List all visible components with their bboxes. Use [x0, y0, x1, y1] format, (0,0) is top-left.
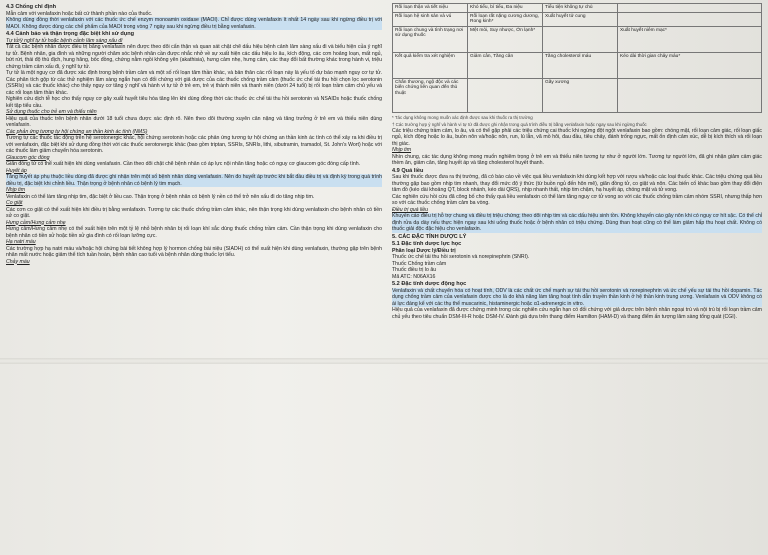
pharmacology-line: Thuốc điều trị lo âu	[392, 267, 437, 274]
table-cell: Xuất huyết tử cung	[543, 12, 618, 26]
table-cell: Mệt mỏi, Suy nhược, Ớn lạnh*	[468, 26, 543, 52]
subheading-overdose-treatment: Điều trị quá liều	[392, 206, 429, 213]
table-cell	[618, 12, 762, 26]
section-5-1-title: 5.1 Đặc tính dược lực học	[392, 241, 462, 248]
paragraph: Các triệu chứng trầm cảm, lo âu, và có thể gặp phải các triệu chứng cai thuốc khi ngừng đột ngột venlafaxin bao gồm: chóng mặt, rối loạn cảm giác, rối loạn giấc ngủ, kích động hoặc lo âu, buồn nôn và/hoặc nôn, run, lú lẫn, vã mồ hôi, đau đầu, tiêu chảy, đánh trống ngực, mất ổn định cảm xúc, dễ bị kích thích và rối loạn thị giác.	[392, 127, 762, 147]
paragraph: Tương tự các thuốc tác động trên hệ serotonergic khác, hội chứng serotonin hoặc các phản ứng tương tự hội chứng an thần kinh ác tính có thể xảy ra khi điều trị với venlafaxin, đặc biệt khi sử dụng đồng thời với các thuốc serotonergic khác (bao gồm triptan, SSRIs, SNRIs, lithi, sibutramin, tramadol, St. John's Wort) hoặc với các thuốc làm giảm chuyển hóa serotonin.	[6, 135, 382, 154]
subheading-children: Sử dụng thuốc cho trẻ em và thiếu niên	[6, 109, 97, 115]
table-cell: Chấn thương, ngộ độc và các biến chứng liên quan đến thủ thuật	[393, 78, 468, 112]
contraindication-item: Không dùng đồng thời venlafaxin với các thuốc ức chế enzym monoamin oxidase (MAOI). Chỉ được dùng venlafaxin ít nhất 14 ngày sau khi ngừng điều trị với MAOI. Không được dùng các chế phẩm của MAOI trong vòng 7 ngày sau khi ngừng điều trị bằng venlafaxin.	[6, 17, 382, 30]
pharmacology-label: Phân loại Dược lý/Điều trị	[392, 247, 456, 254]
table-cell: Kéo dài thời gian chảy máu*	[618, 52, 762, 78]
table-cell: Tiểu tiện không tự chủ	[543, 4, 618, 13]
paragraph: Tăng huyết áp phụ thuộc liều dùng đã được ghi nhận trên một số bệnh nhân dùng venlafaxin. Nên đo huyết áp trước khi bắt đầu điều trị và định kỳ trong quá trình điều trị, đặc biệt khi chỉnh liều. Thận trọng ở bệnh nhân có bệnh lý tim mạch.	[6, 174, 382, 187]
table-cell: Xuất huyết niêm mạc*	[618, 26, 762, 52]
table-cell	[618, 4, 762, 13]
paragraph: Nhìn chung, các tác dụng không mong muốn nghiêm trọng ở trẻ em và thiếu niên tương tự như ở người lớn. Tương tự người lớn, đã ghi nhận giảm cảm giác thèm ăn, giảm cân, tăng huyết áp và tăng cholesterol huyết thanh.	[392, 153, 762, 167]
table-cell: Giảm cân, Tăng cân	[468, 52, 543, 78]
table-cell: Rối loạn thận và tiết niệu	[393, 4, 468, 13]
contraindication-item: Mẫn cảm với venlafaxin hoặc bất cứ thành phần nào của thuốc.	[6, 10, 153, 17]
paragraph: Giãn đồng tử có thể xuất hiện khi dùng venlafaxin. Cần theo dõi chặt chẽ bệnh nhân có áp lực nội nhãn tăng hoặc có nguy cơ glaucom góc đóng cấp tính.	[6, 161, 361, 167]
paragraph: Sau khi thuốc được đưa ra thị trường, đã có báo cáo về việc quá liều venlafaxin khi dùng kết hợp với rượu và/hoặc các loại thuốc khác. Các triệu chứng quá liều thường gặp bao gồm nhịp tim nhanh, thay đổi mức độ ý thức (từ buồn ngủ đến hôn mê), giãn đồng tử, co giật và nôn. Các biến cố khác bao gồm thay đổi điện tâm đồ (kéo dài khoảng QT, block nhánh, kéo dài QRS), nhịp nhanh thất, nhịp tim chậm, hạ huyết áp, chóng mặt và tử vong.	[392, 174, 762, 194]
subheading-bleeding: Chảy máu	[6, 258, 30, 265]
paragraph: Các cơn co giật có thể xuất hiện khi điều trị bằng venlafaxin. Tương tự các thuốc chống trầm cảm khác, nên thận trọng khi dùng venlafaxin cho bệnh nhân có tiền sử co giật.	[6, 206, 382, 219]
subheading-seizures: Co giật	[6, 200, 23, 206]
table-cell	[468, 78, 543, 112]
adverse-reactions-table	[392, 3, 762, 113]
table-footnote: * Tác dụng không mong muốn xác định được sau khi thuốc ra thị trường	[392, 114, 533, 120]
pharmacology-line: Thuốc ức chế tái thu hồi serotonin và norepinephrin (SNRI).	[392, 254, 530, 261]
subheading-heart-rate-right: Nhịp tim	[392, 147, 412, 154]
table-cell: Kết quả kiểm tra xét nghiệm	[393, 52, 468, 78]
table-row	[393, 12, 762, 26]
section-4-4-title: 4.4 Cảnh báo và thận trọng đặc biệt khi sử dụng	[6, 31, 135, 37]
table-cell: Rối loạn hệ sinh sản và vú	[393, 12, 468, 26]
table-row	[393, 78, 762, 112]
paragraph: Hiệu quả của venlafaxin đã được chứng minh trong các nghiên cứu ngắn hạn có đối chứng với giả dược trên bệnh nhân ngoại trú và nội trú bị rối loạn trầm cảm chủ yếu theo tiêu chuẩn DSM-III-R hoặc DSM-IV. Đánh giá dựa trên thang điểm Hamilton (HAM-D) và thang điểm ấn tượng lâm sàng tổng quát (CGI).	[392, 307, 762, 320]
table-cell: Rối loạn chung và tình trạng nơi sử dụng thuốc	[393, 26, 468, 52]
table-cell	[543, 26, 618, 52]
table-cell: Tăng cholesterol máu	[543, 52, 618, 78]
table-row	[393, 26, 762, 52]
paragraph: Các nghiên cứu hồi cứu đã công bố cho thấy quá liều venlafaxin có thể làm tăng nguy cơ tử vong so với các thuốc chống trầm cảm nhóm SSRI, nhưng thấp hơn so với các thuốc chống trầm cảm ba vòng.	[392, 193, 762, 207]
paragraph: Nghiên cứu dịch tễ học cho thấy nguy cơ gây xuất huyết tiêu hóa tăng lên khi dùng đồng thời các thuốc ức chế tái thu hồi serotonin và NSAIDs hoặc thuốc chống kết tập tiểu cầu.	[6, 96, 382, 109]
paragraph: Các trường hợp hạ natri máu và/hoặc hội chứng bài tiết không hợp lý hormon chống bài niệu (SIADH) có thể xuất hiện khi dùng venlafaxin, thường gặp trên bệnh nhân mất nước hoặc giảm thể tích tuần hoàn, bệnh nhân cao tuổi và bệnh nhân dùng thuốc lợi tiểu.	[6, 245, 382, 258]
table-row	[393, 4, 762, 13]
right-column	[392, 3, 762, 553]
pharmacology-line: Thuốc Chống trầm cảm	[392, 260, 447, 267]
subheading-heart-rate: Nhịp tim	[6, 187, 26, 193]
subheading-glaucoma: Glaucom góc đóng	[6, 154, 50, 161]
section-4-3-title: 4.3 Chống chỉ định	[6, 4, 57, 10]
table-cell: Gãy xương	[543, 78, 618, 112]
subheading-suicide: Tự tử/ý nghĩ tự tử hoặc bệnh cảnh lâm sàng xấu đi	[6, 37, 123, 44]
table-cell	[618, 78, 762, 112]
section-4-9-title: 4.9 Quá liều	[392, 167, 424, 174]
table-row	[393, 52, 762, 78]
paragraph: Venlafaxin và chất chuyển hóa có hoạt tính, ODV là các chất ức chế mạnh sự tái thu hồi serotonin và norepinephrin và ức chế yếu sự tái thu hồi dopamin. Tác dụng chống trầm cảm của venlafaxin được cho là do khả năng làm tăng hoạt tính dẫn truyền thần kinh ở hệ thần kinh trung ương. Venlafaxin và ODV không có ái lực đáng kể với các thụ thể muscarinic, histaminergic hoặc α1-adrenergic in vitro.	[392, 287, 762, 307]
table-cell: Rối loạn rất nặng cương dương, Rong kinh*	[468, 12, 543, 26]
paragraph: Tự tử là một nguy cơ đã được xác định trong bệnh trầm cảm và một số rối loạn tâm thần khác, và bản thân các rối loạn này là yếu tố dự báo mạnh nguy cơ tự tử. Các phân tích gộp từ các thử nghiệm lâm sàng ngắn hạn có đối chứng với giả dược của các thuốc chống trầm cảm (thuốc ức chế tái thu hồi chọn lọc serotonin (SSRIs) và các thuốc khác) cho thấy nguy cơ tăng ý nghĩ và hành vi tự tử ở trẻ em, trẻ vị thành niên và thanh niên (dưới 24 tuổi) bị rối loạn trầm cảm chủ yếu và các rối loạn tâm thần khác.	[6, 70, 382, 96]
table-footnote: † Các trường hợp ý nghĩ và hành vi tự tử đã được ghi nhận trong quá trình điều trị bằng venlafaxin hoặc ngay sau khi ngừng thuốc	[392, 122, 647, 128]
paragraph: Venlafaxin có thể làm tăng nhịp tim, đặc biệt ở liều cao. Thận trọng ở bệnh nhân có bệnh lý nền có thể trở nên xấu đi do tăng nhịp tim.	[6, 193, 315, 200]
paragraph: Hưng cảm/Hưng cảm nhẹ có thể xuất hiện trên một tỷ lệ nhỏ bệnh nhân bị rối loạn khí sắc dùng thuốc chống trầm cảm. Cần thận trọng khi dùng venlafaxin cho bệnh nhân có tiền sử hoặc tiền sử gia đình có rối loạn lưỡng cực.	[6, 226, 382, 239]
subheading-mania: Hưng cảm/Hưng cảm nhẹ	[6, 219, 66, 226]
section-5-title: 5. CÁC ĐẶC TÍNH DƯỢC LÝ	[392, 233, 467, 240]
subheading-nms: Các phản ứng tương tự hội chứng an thần kinh ác tính (NMS)	[6, 128, 148, 135]
paragraph: Tất cả các bệnh nhân được điều trị bằng venlafaxin nên được theo dõi cẩn thận và quan sát chặt chẽ dấu hiệu bệnh cảnh lâm sàng xấu đi và biểu hiện của ý nghĩ tự tử. Bệnh nhân, gia đình và những người chăm sóc bệnh nhân cần được nhắc nhở về sự xuất hiện các dấu hiệu lo âu, kích động, các cơn hoảng loạn, mất ngủ, bứt rứt, thái độ thù địch, hung hăng, bốc đồng, chứng nằm ngồi không yên (akathisia), hưng cảm nhẹ, hưng cảm, các thay đổi bất thường khác trong hành vi, triệu chứng trầm cảm xấu đi, ý nghĩ tự tử.	[6, 44, 382, 70]
paragraph: Hiệu quả của thuốc trên bệnh nhân dưới 18 tuổi chưa được xác định rõ. Nên theo dõi thường xuyên cân nặng và tăng trưởng ở trẻ em và thiếu niên dùng venlafaxin.	[6, 115, 382, 128]
subheading-hyponatremia: Hạ natri máu	[6, 239, 36, 245]
subheading-blood-pressure: Huyết áp	[6, 167, 27, 174]
section-5-2-title: 5.2 Đặc tính dược động học	[392, 281, 467, 288]
paragraph: Khuyến cáo điều trị hỗ trợ chung và điều trị triệu chứng; theo dõi nhịp tim và các dấu hiệu sinh tồn. Không khuyến cáo gây nôn khi có nguy cơ hít sặc. Có thể chỉ định rửa dạ dày nếu thực hiện ngay sau khi uống thuốc hoặc ở bệnh nhân có triệu chứng. Dùng than hoạt cũng có thể làm giảm hấp thu hoạt chất. Không có thuốc giải độc đặc hiệu cho venlafaxin.	[392, 213, 762, 233]
table-cell: Khó tiểu, bí tiểu, Đa niệu	[468, 4, 543, 13]
atc-code: Mã ATC: N06AX16	[392, 273, 436, 280]
left-column	[6, 3, 382, 553]
